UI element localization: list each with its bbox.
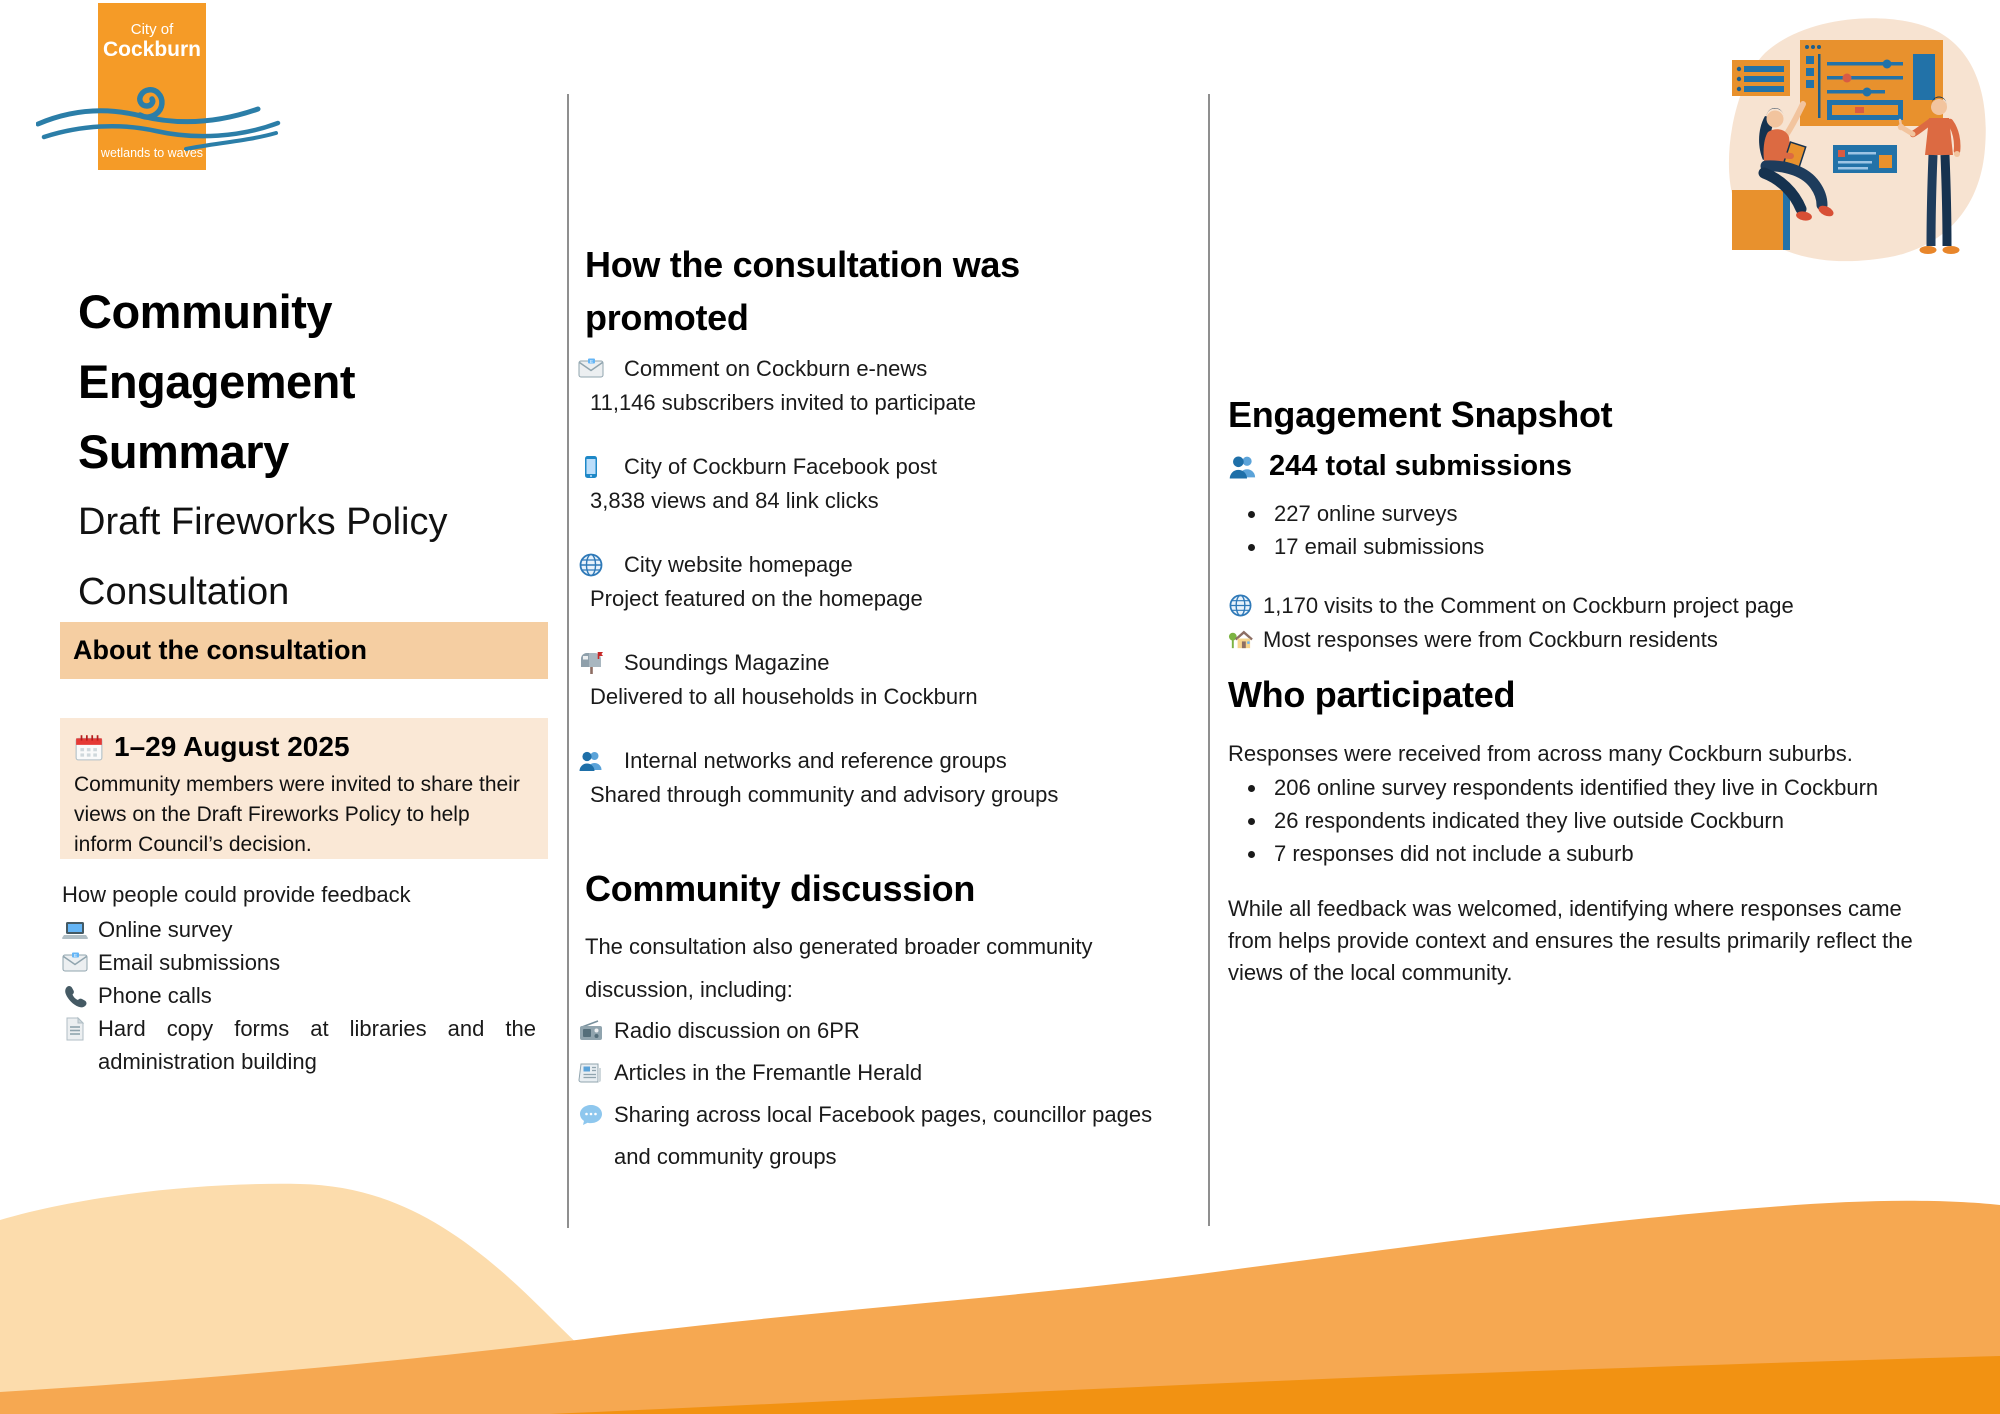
promotion-item-title-label: Comment on Cockburn e-news	[624, 356, 928, 381]
consultation-date-box	[60, 718, 548, 859]
envelope-icon	[578, 356, 604, 382]
participated-bullet-list	[1240, 771, 1968, 870]
engagement-illustration	[1695, 8, 1995, 270]
illustration-seat-block	[1732, 190, 1790, 250]
logo-tagline: wetlands to waves	[100, 146, 204, 160]
newspaper-icon	[578, 1060, 604, 1086]
snapshot-stats	[1228, 589, 1794, 657]
promotion-item-detail: Delivered to all households in Cockburn	[590, 684, 978, 709]
feedback-item-label: Hard copy forms at libraries and the administration building	[98, 1016, 536, 1074]
feedback-list	[62, 913, 536, 1078]
feedback-section	[62, 878, 536, 1078]
discussion-heading: Community discussion	[585, 868, 976, 909]
calendar-icon	[74, 732, 104, 762]
laptop-icon	[62, 917, 88, 943]
illustration-main-window	[1800, 40, 1943, 126]
participated-bullet: • 206 online survey respondents identified they live in Cockburn	[1268, 771, 1968, 804]
globe-icon	[1228, 593, 1253, 618]
promotion-item-title	[578, 450, 1178, 484]
participated-bullet: • 7 responses did not include a suburb	[1268, 837, 1968, 870]
page-title: Community Engagement Summary	[78, 285, 356, 478]
promotion-item	[578, 352, 1178, 420]
promotion-item-title-label: Soundings Magazine	[624, 650, 830, 675]
participated-heading: Who participated	[1228, 674, 1516, 715]
total-submissions-label: 244 total submissions	[1269, 450, 1572, 482]
snapshot-stat-label: 1,170 visits to the Comment on Cockburn project page	[1263, 593, 1794, 618]
promotion-item-detail: Project featured on the homepage	[590, 586, 923, 611]
mobile-phone-icon	[578, 454, 604, 480]
snapshot-stat	[1228, 589, 1794, 623]
promotion-item	[578, 450, 1178, 518]
discussion-item-label: Articles in the Fremantle Herald	[614, 1060, 923, 1085]
promotion-item	[578, 744, 1178, 812]
about-consultation-label: About the consultation	[73, 635, 367, 665]
discussion-intro: The consultation also generated broader community discussion, including:	[585, 934, 1093, 1002]
promotion-item-title	[578, 744, 1178, 778]
feedback-item-label: Email submissions	[98, 950, 281, 975]
about-consultation-header	[60, 622, 548, 679]
column-divider-left	[567, 94, 569, 1228]
feedback-heading: How people could provide feedback	[62, 882, 411, 907]
consultation-date-line	[74, 731, 534, 763]
svg-text:E: E	[73, 952, 78, 958]
illustration-side-panel	[1732, 60, 1790, 96]
promotion-item-title-label: City of Cockburn Facebook post	[624, 454, 938, 479]
snapshot-stat-label: Most responses were from Cockburn residents	[1263, 627, 1718, 652]
participated-intro: Responses were received from across many Cockburn suburbs.	[1228, 741, 1853, 766]
consultation-date-range: 1–29 August 2025	[114, 731, 350, 762]
promotion-item-title-label: Internal networks and reference groups	[624, 748, 1007, 773]
mailbox-icon	[578, 650, 604, 676]
people-icon	[1228, 452, 1258, 482]
logo-cockburn: Cockburn	[102, 38, 202, 61]
document-icon	[62, 1016, 88, 1042]
discussion-item-label: Radio discussion on 6PR	[614, 1018, 860, 1043]
snapshot-heading: Engagement Snapshot	[1228, 394, 1613, 435]
column-divider-right	[1208, 94, 1210, 1226]
people-icon	[578, 748, 604, 774]
feedback-item	[62, 946, 536, 979]
promotion-item-title	[578, 352, 1178, 386]
promotion-item-title	[578, 646, 1178, 680]
house-icon	[1228, 627, 1253, 652]
promotion-item-detail: 3,838 views and 84 link clicks	[590, 488, 879, 513]
promotion-item	[578, 646, 1178, 714]
promotion-item-detail: Shared through community and advisory groups	[590, 782, 1059, 807]
participated-bullet: • 26 respondents indicated they live outside Cockburn	[1268, 804, 1968, 837]
snapshot-bullet: • 227 online surveys	[1268, 497, 1908, 530]
promotion-heading: How the consultation was promoted	[585, 244, 1020, 338]
svg-text:E: E	[589, 358, 594, 364]
feedback-item	[62, 979, 536, 1012]
feedback-item-label: Phone calls	[98, 983, 212, 1008]
discussion-item-label: Sharing across local Facebook pages, councillor pages and community groups	[614, 1102, 1153, 1169]
participated-note: While all feedback was welcomed, identifying where responses came from helps provide context and ensures the results primarily reflect the views of the local community.	[1228, 896, 1913, 985]
snapshot-bullet-list	[1240, 497, 1908, 563]
discussion-item	[578, 1010, 1163, 1052]
total-submissions-line	[1228, 450, 1572, 483]
snapshot-stat	[1228, 623, 1794, 657]
promotion-list	[578, 352, 1178, 842]
phone-receiver-icon	[62, 983, 88, 1009]
promotion-item-detail: 11,146 subscribers invited to participate	[590, 390, 977, 415]
discussion-item	[578, 1052, 1163, 1094]
feedback-item	[62, 913, 536, 946]
radio-icon	[578, 1018, 604, 1044]
page-subtitle: Draft Fireworks Policy Consultation	[78, 501, 448, 613]
logo-city-of: City of	[130, 21, 174, 38]
promotion-item	[578, 548, 1178, 616]
snapshot-bullet: • 17 email submissions	[1268, 530, 1908, 563]
consultation-date-description: Community members were invited to share their views on the Draft Fireworks Policy to help inform Council’s decision.	[74, 773, 520, 856]
feedback-item	[62, 1012, 536, 1078]
globe-icon	[578, 552, 604, 578]
promotion-item-title	[578, 548, 1178, 582]
illustration-card	[1833, 145, 1897, 173]
footer-waves	[0, 1114, 2000, 1414]
envelope-icon	[62, 950, 88, 976]
promotion-item-title-label: City website homepage	[624, 552, 853, 577]
cockburn-logo	[36, 0, 304, 182]
feedback-item-label: Online survey	[98, 917, 233, 942]
